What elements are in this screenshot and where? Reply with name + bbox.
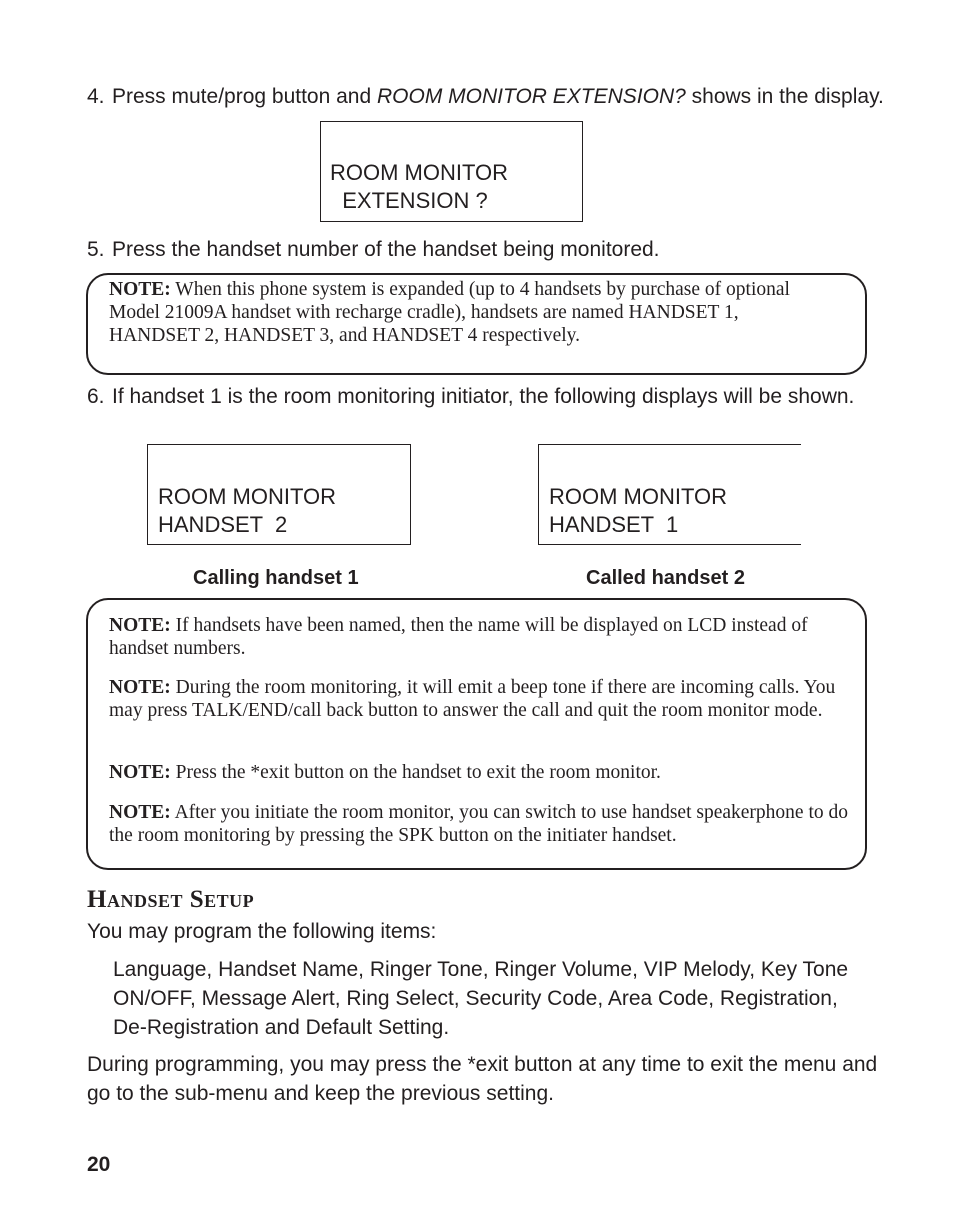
- lcd-display-called: [538, 444, 801, 545]
- lcd-display-extension: [320, 121, 583, 222]
- note-paragraph: [109, 614, 854, 660]
- step-text: [112, 82, 887, 111]
- step-text: If handset 1 is the room monitoring initiator, the following displays will be shown.: [112, 385, 855, 408]
- step-number: 5.: [87, 238, 105, 261]
- lcd-display-calling: [147, 444, 411, 545]
- caption-called: Called handset 2: [586, 567, 745, 589]
- step-text-italic: ROOM MONITOR EXTENSION?: [377, 85, 686, 108]
- note-text: During the room monitoring, it will emit a beep tone if there are incoming calls. You may press TALK/END/call back button to answer the call and quit the room monitor mode.: [109, 677, 836, 721]
- note-box: [86, 273, 867, 375]
- step-6: [87, 382, 867, 411]
- section-intro: You may program the following items:: [87, 920, 437, 943]
- step-number: 4.: [87, 85, 105, 108]
- note-paragraph: [109, 278, 809, 347]
- note-label: NOTE:: [109, 279, 171, 300]
- lcd-line-2: HANDSET 2: [158, 512, 288, 537]
- step-5: [87, 235, 887, 264]
- notes-box: [86, 598, 867, 870]
- section-heading: Handset Setup: [87, 886, 255, 913]
- note-text: If handsets have been named, then the name will be displayed on LCD instead of handset numbers.: [109, 615, 808, 659]
- setup-items: Language, Handset Name, Ringer Tone, Ringer Volume, VIP Melody, Key Tone ON/OFF, Message Alert, Ring Select, Security Code, Area Code, Registration, De-Registration and Default Setting.: [113, 958, 849, 1039]
- note-paragraph: [109, 761, 854, 784]
- note-label: NOTE:: [109, 802, 171, 823]
- lcd-line-2: HANDSET 1: [549, 512, 679, 537]
- step-number: 6.: [87, 385, 105, 408]
- note-text: When this phone system is expanded (up to 4 handsets by purchase of optional Model 21009A handset with recharge cradle), handsets are named HANDSET 1, HANDSET 2, HANDSET 3, and HANDSET 4 respectively.: [109, 279, 790, 346]
- note-label: NOTE:: [109, 677, 171, 698]
- note-paragraph: [109, 676, 854, 722]
- note-text: Press the *exit button on the handset to exit the room monitor.: [170, 762, 661, 783]
- lcd-line-2: EXTENSION ?: [330, 188, 488, 213]
- step-text-after: shows in the display.: [685, 85, 884, 108]
- note-text: After you initiate the room monitor, you can switch to use handset speakerphone to do the room monitoring by pressing the SPK button on the initiater handset.: [109, 802, 849, 846]
- section-closing: During programming, you may press the *exit button at any time to exit the menu and go to the sub-menu and keep the previous setting.: [87, 1053, 878, 1105]
- note-label: NOTE:: [109, 762, 171, 783]
- step-text: Press the handset number of the handset being monitored.: [112, 238, 660, 261]
- caption-calling: Calling handset 1: [193, 567, 359, 589]
- step-4: [87, 82, 887, 111]
- lcd-line-1: ROOM MONITOR: [158, 484, 337, 509]
- note-label: NOTE:: [109, 615, 171, 636]
- step-text-before: Press mute/prog button and: [112, 85, 377, 108]
- lcd-line-1: ROOM MONITOR: [549, 484, 728, 509]
- page-number: 20: [87, 1153, 111, 1176]
- lcd-line-1: ROOM MONITOR: [330, 160, 509, 185]
- note-paragraph: [109, 801, 854, 847]
